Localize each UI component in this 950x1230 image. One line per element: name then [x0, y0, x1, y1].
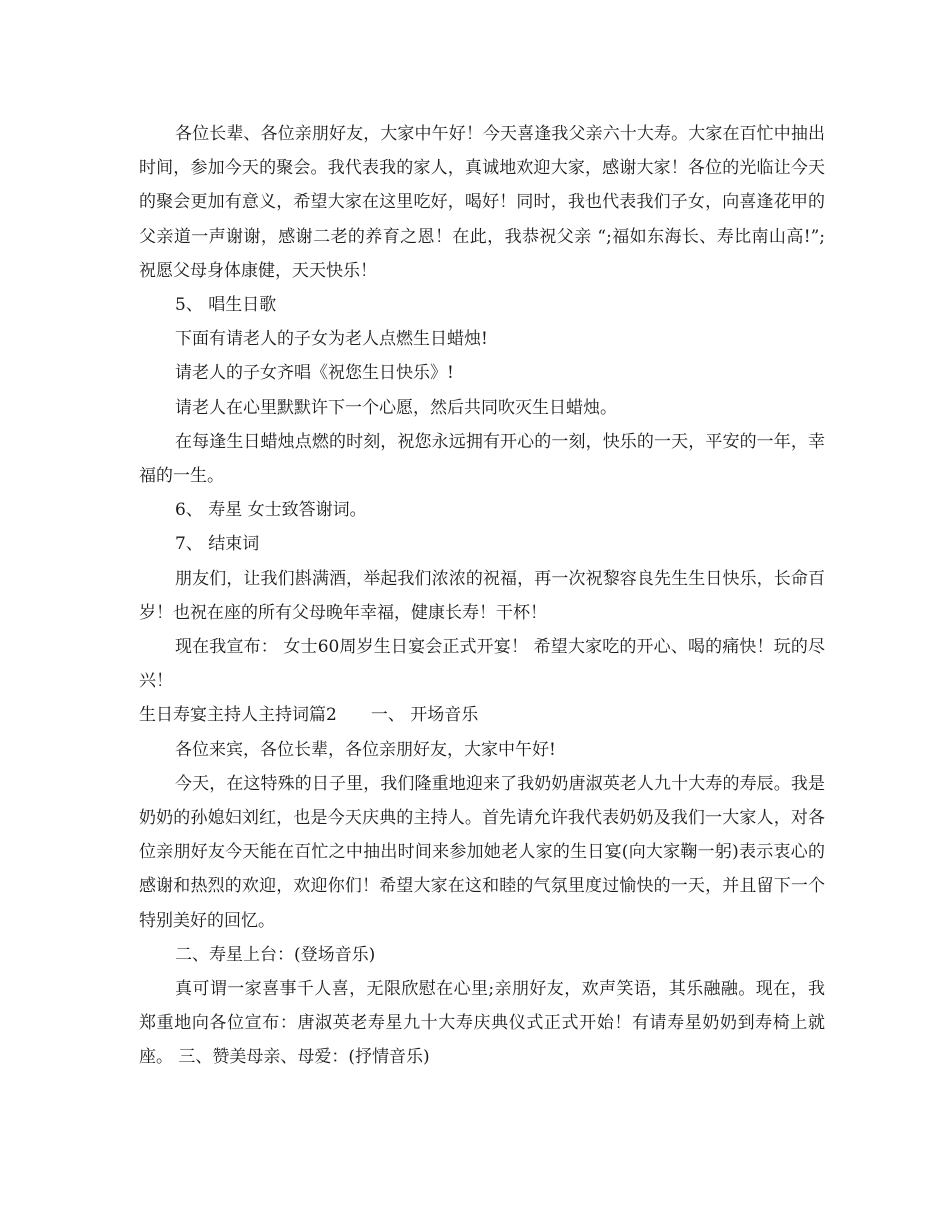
- section-heading-thanks-speech: 6、 寿星 女士致答谢词。: [175, 500, 367, 521]
- paragraph-light-candles: 下面有请老人的子女为老人点燃生日蜡烛!: [175, 329, 488, 350]
- section-heading-closing: 7、 结束词: [175, 534, 260, 555]
- section-title-part-2: 生日寿宴主持人主持词篇2 一、 开场音乐: [139, 705, 479, 726]
- paragraph-make-wish: 请老人在心里默默许下一个心愿，然后共同吹灭生日蜡烛。: [175, 397, 617, 418]
- paragraph-announce-banquet: 现在我宣布： 女士60周岁生日宴会正式开宴！ 希望大家吃的开心、喝的痛快！玩的尽兴！: [139, 637, 825, 692]
- paragraph-candle-blessing: 在每逢生日蜡烛点燃的时刻，祝您永远拥有开心的一刻，快乐的一天，平安的一年，幸福的一生。: [139, 431, 825, 487]
- paragraph-opening-speech: 各位长辈、各位亲朋好友，大家中午好！今天喜逢我父亲六十大寿。大家在百忙中抽出时间，参加今天的聚会。我代表我的家人，真诚地欢迎大家，感谢大家！各位的光临让今天的聚会更加有意义，希望大家在这里吃好，喝好！同时，我也代表我们子女，向喜逢花甲的父亲道一声谢谢，感谢二老的养育之恩！在此，我恭祝父亲 “;福如东海长、寿比南山高!”;祝愿父母身体康健，天天快乐！: [139, 124, 825, 281]
- paragraph-greeting: 各位来宾，各位长辈，各位亲朋好友，大家中午好!: [175, 739, 556, 760]
- document-page: [139, 117, 825, 1075]
- paragraph-ceremony-start: 真可谓一家喜事千人喜，无限欣慰在心里;亲朋好友，欢声笑语，其乐融融。现在，我郑重地向各位宣布：唐淑英老寿星九十大寿庆典仪式正式开始！有请寿星奶奶到寿椅上就座。 三、赞美母亲、母爱：(抒情音乐): [139, 979, 825, 1068]
- section-heading-stage-entry: 二、寿星上台：(登场音乐): [175, 944, 376, 965]
- paragraph-host-intro: 今天，在这特殊的日子里，我们隆重地迎来了我奶奶唐淑英老人九十大寿的寿辰。我是奶奶的孙媳妇刘红，也是今天庆典的主持人。首先请允许我代表奶奶及我们一大家人，对各位亲朋好友今天能在百忙之中抽出时间来参加她老人家的生日宴(向大家鞠一躬)表示衷心的感谢和热烈的欢迎，欢迎你们！希望大家在这和睦的气氛里度过愉快的一天，并且留下一个特别美好的回忆。: [139, 773, 825, 931]
- section-heading-birthday-song: 5、 唱生日歌: [175, 295, 277, 316]
- paragraph-sing-song: 请老人的子女齐唱《祝您生日快乐》!: [175, 363, 454, 384]
- paragraph-toast: 朋友们，让我们斟满酒，举起我们浓浓的祝福，再一次祝黎容良先生生日快乐，长命百岁！也祝在座的所有父母晚年幸福，健康长寿！干杯！: [139, 568, 825, 623]
